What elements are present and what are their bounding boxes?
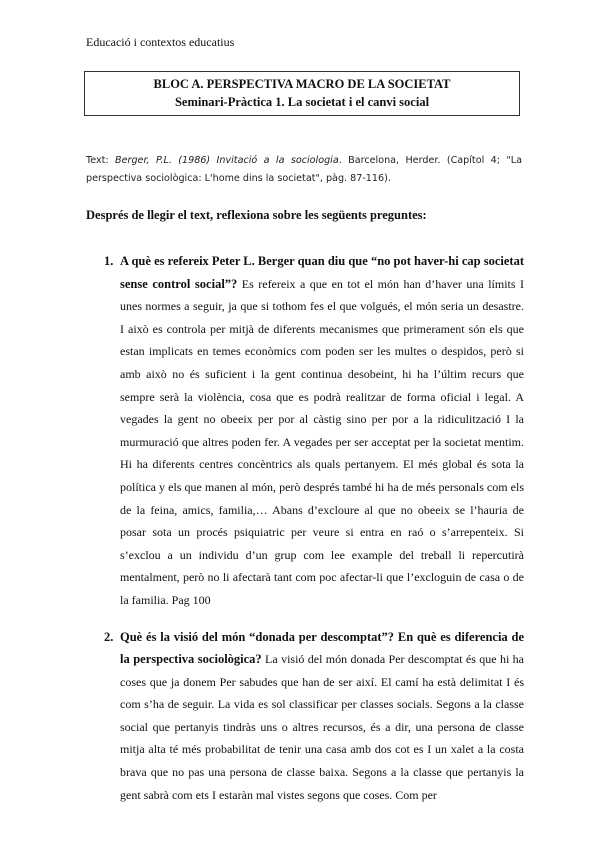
title-box: [84, 71, 520, 116]
question-body: [120, 626, 524, 807]
answer-text: La visió del món donada Per descomptat és que hi ha coses que ja donem Per sabudes que han de ser així. El camí ha està delimitat I és com s’ha de seguir. La vida es sol classificar per classes socials. Segons a la classe social que pertanyis tindràs uns o altres recursos, és a dir, una persona de classe mitja alta té més probabilitat de tenir una casa amb dos cot es I un xalet a la costa brava que no pas una persona de classe baixa. Segons a la classe que pertanyis la gent sabrà com ets I estaràn mal vistes segons que coses. Com per: [120, 652, 524, 802]
answer-text: Es refereix a que en tot el món han d’haver una límits I unes normes a seguir, ja que si tothom fes el que volgués, el món seria un desastre. I això es controla per mitjà de diferents mecanismes que primerament són els que estan implicats en temes econòmics com poden ser les multes o despidos, però si amb això no és suficient i la gent continua desobeint, hi ha l’últim recurs que sempre serà la violència, cosa que es podrà realitzar de forma oficial i legal. A vegades la gent no obeeix per por al càstig sino per por a la ridiculització I la murmuració que altres poden fer. A vegades per ser acceptat per la societat mentim. Hi ha diferents centres concèntrics als quals pertanyem. El més global és sota la política y els que manen al món, però després també hi ha de més personals com els de la feina, amics, familia,… Abans d’excloure al que no obeeix se l’hauria de posar sota un procés psiquiatric per veure si entra en raó o s’arrepenteix. Si s’exclou a un individu d’un grup com lee example del treball li repercutirà mentalment, però no li afectarà tant com poc afectar-li que l’excloguin de casa o de la familia. Pag 100: [120, 276, 525, 607]
question-body: [120, 250, 524, 612]
reference-prefix: Text:: [86, 155, 116, 166]
instruction-heading: Després de llegir el text, reflexiona sobre les següents preguntes:: [86, 208, 427, 222]
question-list: [84, 250, 524, 820]
reference-details: . Barcelona, Herder. (Capítol 4; "La perspectiva sociològica: L'home dins la societat", pàg. 87-116).: [86, 155, 522, 184]
question-item-2: [84, 626, 524, 807]
reference-author-title: Berger, P.L. (1986) Invitació a la sociologia: [115, 155, 339, 166]
block-title: BLOC A. PERSPECTIVA MACRO DE LA SOCIETAT: [153, 77, 451, 91]
course-header: Educació i contextos educatius: [86, 35, 235, 49]
question-number: 1.: [104, 254, 114, 268]
seminar-title: Seminari-Pràctica 1. La societat i el canvi social: [174, 95, 430, 109]
question-text: A què es refereix Peter L. Berger quan diu que “no pot haver-hi cap societat sense control social”?: [120, 254, 524, 291]
text-reference: [86, 152, 522, 188]
question-item-1: [84, 250, 524, 612]
question-text: Què és la visió del món “donada per descomptat”? En què es diferencia de la perspectiva sociològica?: [120, 629, 524, 667]
question-number: 2.: [104, 629, 114, 644]
